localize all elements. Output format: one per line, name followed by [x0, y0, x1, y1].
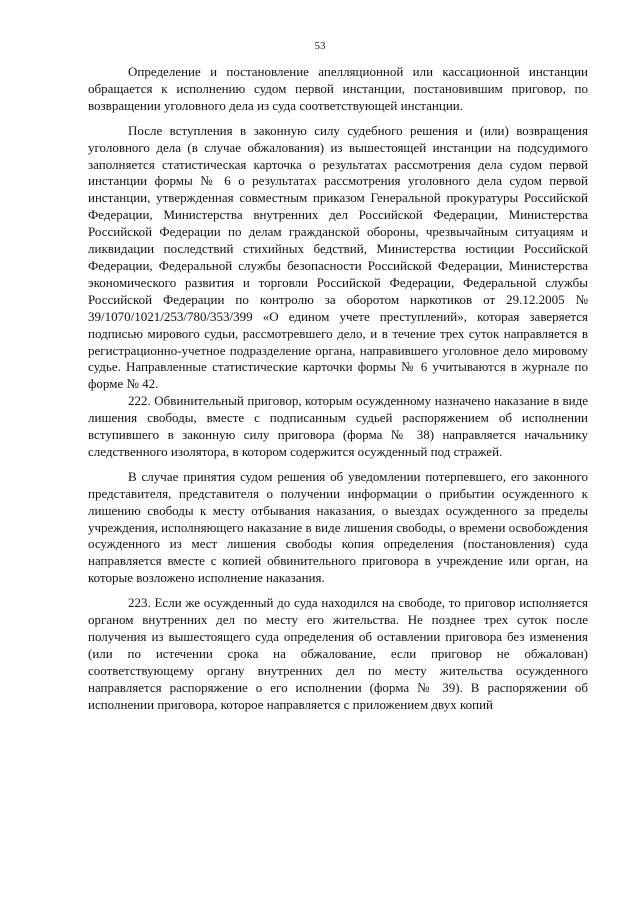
paragraph-223: 223. Если же осужденный до суда находился на свободе, то приговор исполняется органом внутренних дел по месту его жительства. Не позднее трех суток после получения из вышестоящего суда определения об оставлении приговора без изменения (или по истечении срока на обжалование, если приговор не обжалован) соответствующему органу внутренних дел по месту жительства осужденного направляется распоряжение о его исполнении (форма № 39). В распоряжении об исполнении приговора, которое направляется с приложением двух копий	[88, 595, 588, 712]
page-number: 53	[314, 40, 326, 52]
paragraph-victim-notification: В случае принятия судом решения об уведомлении потерпевшего, его законного представителя, представителя о получении информации о прибытии осужденного к лишению свободы к месту отбывания наказания, о выездах осужденного за пределы учреждения, исполняющего наказание в виде лишения свободы, о времени освобождения осужденного из мест лишения свободы копия определения (постановления) суда направляется вместе с копией обвинительного приговора в учреждение или орган, на которые возложено исполнение наказания.	[88, 468, 588, 586]
document-body	[88, 64, 588, 714]
paragraph-222: 222. Обвинительный приговор, которым осужденному назначено наказание в виде лишения свободы, вместе с подписанным судьей распоряжением об исполнении вступившего в законную силу приговора (форма № 38) направляется начальнику следственного изолятора, в котором содержится осужденный под стражей.	[88, 393, 588, 459]
paragraph-statistical-card: После вступления в законную силу судебного решения и (или) возвращения уголовного дела (в случае обжалования) из вышестоящей инстанции на подсудимого заполняется статистическая карточка о результатах рассмотрения дела судом первой инстанции формы № 6 о результатах рассмотрения уголовного дела судом первой инстанции, утвержденная совместным приказом Генеральной прокуратуры Российской Федерации, Министерства внутренних дел Российской Федерации, Министерства Российской Федерации по делам гражданской обороны, чрезвычайным ситуациям и ликвидации последствий стихийных бедствий, Министерства юстиции Российской Федерации, Федеральной службы безопасности Российской Федерации, Министерства экономического развития и торговли Российской Федерации, Федеральной службы Российской Федерации по контролю за оборотом наркотиков от 29.12.2005 № 39/1070/1021/253/780/353/399 «О едином учете преступлений», которая заверяется подписью мирового судьи, рассмотревшего дело, и в течение трех суток направляется в регистрационно-учетное подразделение органа, направившего уголовное дело мировому судье. Направленные статистические карточки формы № 6 учитываются в журнале по форме № 42.	[88, 122, 588, 392]
paragraph-appeal-decision: Определение и постановление апелляционной или кассационной инстанции обращается к исполнению судом первой инстанции, постановившим приговор, по возвращении уголовного дела из суда соответствующей инстанции.	[88, 64, 588, 113]
